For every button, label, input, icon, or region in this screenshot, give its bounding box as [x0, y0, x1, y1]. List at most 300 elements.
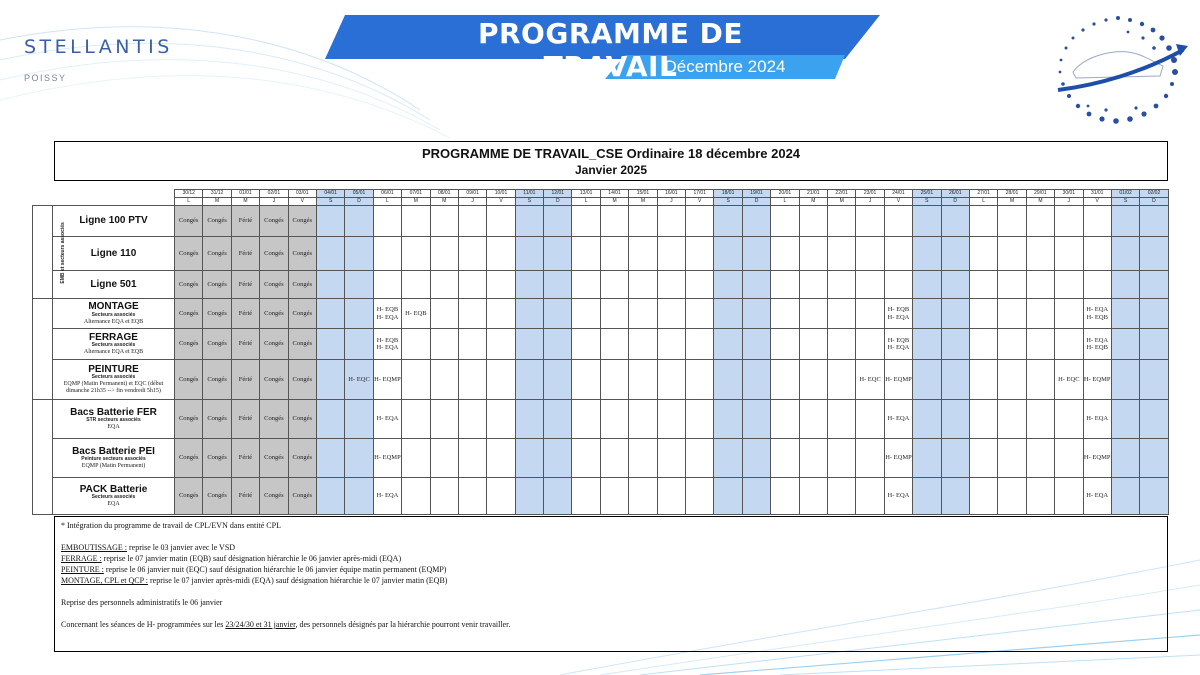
day-cell: H- EQMP [1083, 360, 1111, 400]
day-cell [345, 478, 373, 515]
date-header: 30/12 [175, 190, 203, 198]
day-cell [884, 271, 912, 299]
date-header: 11/01 [515, 190, 543, 198]
day-cell [771, 206, 799, 237]
day-header: L [572, 198, 600, 206]
day-cell [686, 299, 714, 329]
day-cell [686, 206, 714, 237]
day-cell [1140, 329, 1168, 360]
day-cell [856, 478, 884, 515]
day-cell: Congés [260, 329, 288, 360]
site-name: POISSY [24, 73, 67, 83]
day-cell: H- EQA [1083, 478, 1111, 515]
day-cell [572, 299, 600, 329]
day-cell: Férié [231, 299, 259, 329]
day-header: J [856, 198, 884, 206]
day-header: M [430, 198, 458, 206]
day-cell [827, 400, 855, 439]
day-header: L [969, 198, 997, 206]
car-emblem-icon [1048, 10, 1188, 130]
day-cell: Congés [175, 329, 203, 360]
day-cell [856, 206, 884, 237]
row-label [53, 237, 175, 271]
day-cell [913, 400, 941, 439]
day-header: M [231, 198, 259, 206]
day-header: J [657, 198, 685, 206]
day-cell [941, 271, 969, 299]
day-cell: Congés [203, 360, 231, 400]
day-cell [430, 360, 458, 400]
day-cell [629, 206, 657, 237]
date-header: 27/01 [969, 190, 997, 198]
day-cell [657, 206, 685, 237]
row-subtitle: Secteurs associés [91, 342, 136, 349]
day-cell [458, 360, 486, 400]
day-cell [1111, 400, 1139, 439]
day-cell [913, 329, 941, 360]
day-cell: Férié [231, 206, 259, 237]
day-cell: Férié [231, 237, 259, 271]
day-cell [600, 329, 628, 360]
note-text: reprise le 03 janvier avec le VSD [127, 543, 236, 552]
day-cell [1111, 206, 1139, 237]
day-cell [515, 400, 543, 439]
group-label: EMB et secteurs associés [59, 222, 66, 284]
day-cell [941, 478, 969, 515]
schedule-row [33, 329, 1169, 360]
row-name: Bacs Batterie PEI [72, 445, 155, 457]
note-montage [61, 575, 1161, 586]
schedule-grid [32, 189, 1168, 515]
row-name: PACK Batterie [79, 483, 148, 495]
day-cell [742, 478, 770, 515]
day-header: J [1055, 198, 1083, 206]
day-cell [458, 400, 486, 439]
date-header: 21/01 [799, 190, 827, 198]
day-cell [1140, 299, 1168, 329]
row-subtitle: Secteurs associés [91, 494, 136, 501]
day-cell [316, 271, 344, 299]
date-header: 08/01 [430, 190, 458, 198]
day-cell [686, 478, 714, 515]
date-header: 06/01 [373, 190, 401, 198]
day-cell: Congés [203, 329, 231, 360]
day-cell [856, 439, 884, 478]
note-label: EMBOUTISSAGE : [61, 543, 128, 552]
day-cell [941, 360, 969, 400]
day-cell [629, 360, 657, 400]
day-cell [487, 206, 515, 237]
row-label [53, 478, 175, 515]
day-header: D [345, 198, 373, 206]
day-cell [913, 478, 941, 515]
schedule-row [33, 206, 1169, 237]
day-cell [969, 206, 997, 237]
day-cell [799, 299, 827, 329]
day-cell [657, 329, 685, 360]
schedule-row [33, 478, 1169, 515]
day-cell [856, 271, 884, 299]
day-cell [1026, 271, 1054, 299]
note-peinture [61, 564, 1161, 575]
day-cell [742, 299, 770, 329]
day-header-row [33, 198, 1169, 206]
day-cell [998, 400, 1026, 439]
day-cell [1111, 237, 1139, 271]
day-cell: H- EQMP [373, 439, 401, 478]
day-cell: H- EQA [1083, 400, 1111, 439]
day-cell: H- EQB H- EQA [884, 329, 912, 360]
day-cell [487, 271, 515, 299]
row-subtitle: Secteurs associés [91, 374, 136, 381]
day-cell: Congés [288, 271, 316, 299]
day-cell [714, 360, 742, 400]
day-cell [544, 206, 572, 237]
day-cell [345, 329, 373, 360]
date-header: 01/02 [1111, 190, 1139, 198]
day-cell [742, 271, 770, 299]
day-cell [941, 439, 969, 478]
day-cell [515, 329, 543, 360]
day-cell [1111, 329, 1139, 360]
day-cell [458, 271, 486, 299]
day-cell: H- EQB H- EQA [884, 299, 912, 329]
day-cell [402, 439, 430, 478]
day-cell [373, 237, 401, 271]
day-cell [799, 237, 827, 271]
day-cell [771, 478, 799, 515]
day-cell: Férié [231, 400, 259, 439]
day-cell [827, 237, 855, 271]
day-cell: Congés [260, 237, 288, 271]
day-cell [600, 478, 628, 515]
date-header: 15/01 [629, 190, 657, 198]
day-cell [969, 478, 997, 515]
row-name: Ligne 501 [90, 278, 137, 290]
day-cell [458, 299, 486, 329]
day-cell [1026, 206, 1054, 237]
day-cell [458, 478, 486, 515]
day-cell: Congés [175, 478, 203, 515]
day-cell [827, 271, 855, 299]
day-cell [827, 206, 855, 237]
day-cell [515, 206, 543, 237]
date-header: 16/01 [657, 190, 685, 198]
day-cell [686, 237, 714, 271]
day-cell [316, 360, 344, 400]
day-cell [1111, 439, 1139, 478]
row-name: FERRAGE [89, 331, 138, 343]
day-cell [1055, 206, 1083, 237]
schedule-row [33, 237, 1169, 271]
day-header: S [515, 198, 543, 206]
day-cell [969, 329, 997, 360]
date-header: 31/12 [203, 190, 231, 198]
day-cell [430, 400, 458, 439]
day-cell [1111, 271, 1139, 299]
row-label [53, 271, 175, 299]
group-spacer-cell [33, 400, 53, 515]
day-cell [799, 329, 827, 360]
date-header: 04/01 [316, 190, 344, 198]
day-header: S [913, 198, 941, 206]
date-header: 02/01 [260, 190, 288, 198]
day-cell: H- EQB H- EQA [373, 299, 401, 329]
day-header: J [260, 198, 288, 206]
day-cell [345, 206, 373, 237]
day-cell [998, 206, 1026, 237]
date-header: 12/01 [544, 190, 572, 198]
day-cell [487, 400, 515, 439]
note-emboutissage [61, 542, 1161, 553]
day-cell [969, 237, 997, 271]
day-cell [1026, 478, 1054, 515]
day-cell [998, 271, 1026, 299]
day-cell [515, 271, 543, 299]
day-cell [345, 400, 373, 439]
group-spacer-cell [33, 299, 53, 400]
day-header: D [544, 198, 572, 206]
date-header: 25/01 [913, 190, 941, 198]
day-header: M [402, 198, 430, 206]
day-cell: Congés [288, 439, 316, 478]
day-header: M [203, 198, 231, 206]
day-cell: Congés [260, 478, 288, 515]
day-cell [657, 237, 685, 271]
day-cell [402, 478, 430, 515]
day-cell: Congés [288, 299, 316, 329]
day-header: L [373, 198, 401, 206]
day-cell: Congés [175, 400, 203, 439]
day-cell [657, 439, 685, 478]
schedule-row [33, 299, 1169, 329]
closing-pre: Concernant les séances de H- programmées sur les [61, 620, 226, 629]
day-cell [316, 206, 344, 237]
day-cell [1111, 478, 1139, 515]
day-cell: H- EQMP [373, 360, 401, 400]
day-cell [1140, 237, 1168, 271]
day-cell [629, 299, 657, 329]
day-cell [1026, 400, 1054, 439]
date-header: 19/01 [742, 190, 770, 198]
date-header: 24/01 [884, 190, 912, 198]
day-cell [686, 439, 714, 478]
day-cell [1026, 329, 1054, 360]
day-cell [458, 329, 486, 360]
day-header: S [714, 198, 742, 206]
day-cell [345, 237, 373, 271]
row-detail: Alternance EQA et EQB [83, 349, 144, 356]
day-header: J [458, 198, 486, 206]
row-detail: EQA [107, 501, 120, 508]
day-cell [827, 299, 855, 329]
row-label [53, 360, 175, 400]
day-cell: Congés [288, 360, 316, 400]
note-text: reprise le 07 janvier matin (EQB) sauf désignation hiérarchie le 06 janvier après-midi (EQA) [101, 554, 402, 563]
day-cell [884, 237, 912, 271]
day-cell [515, 237, 543, 271]
day-cell: H- EQC [345, 360, 373, 400]
day-cell [1055, 271, 1083, 299]
day-cell [487, 360, 515, 400]
day-cell: H- EQA [373, 400, 401, 439]
day-cell [913, 439, 941, 478]
day-cell [1140, 360, 1168, 400]
day-cell: Férié [231, 329, 259, 360]
day-cell [998, 478, 1026, 515]
day-cell [1140, 478, 1168, 515]
row-subtitle: Secteurs associés [91, 311, 136, 318]
day-cell [572, 478, 600, 515]
day-cell: Férié [231, 478, 259, 515]
day-cell [402, 360, 430, 400]
day-cell [600, 206, 628, 237]
day-cell [771, 329, 799, 360]
day-header: M [629, 198, 657, 206]
day-cell: Férié [231, 439, 259, 478]
day-cell [799, 478, 827, 515]
day-cell [1083, 271, 1111, 299]
day-header: M [1026, 198, 1054, 206]
day-cell: H- EQA [373, 478, 401, 515]
row-label [53, 439, 175, 478]
row-detail: Alternance EQA et EQB [83, 318, 144, 325]
day-cell [402, 400, 430, 439]
day-cell [771, 400, 799, 439]
day-cell [969, 360, 997, 400]
day-cell [657, 360, 685, 400]
day-cell: Congés [203, 206, 231, 237]
day-cell [515, 478, 543, 515]
day-header: M [998, 198, 1026, 206]
date-header: 23/01 [856, 190, 884, 198]
day-cell [969, 299, 997, 329]
day-cell [600, 299, 628, 329]
day-cell: Congés [260, 299, 288, 329]
day-header: D [941, 198, 969, 206]
day-cell [1026, 237, 1054, 271]
row-label [53, 299, 175, 329]
date-header: 02/02 [1140, 190, 1168, 198]
day-cell [629, 478, 657, 515]
row-name: Ligne 110 [90, 247, 137, 259]
day-cell: Congés [175, 237, 203, 271]
day-cell [771, 271, 799, 299]
day-header: M [827, 198, 855, 206]
closing-dates: 23/24/30 et 31 janvier [225, 620, 296, 629]
day-cell: H- EQMP [884, 439, 912, 478]
day-cell [714, 299, 742, 329]
schedule-row [33, 360, 1169, 400]
day-cell [742, 439, 770, 478]
day-cell: Congés [175, 271, 203, 299]
day-cell: H- EQMP [1083, 439, 1111, 478]
day-cell [1026, 360, 1054, 400]
day-cell [1026, 299, 1054, 329]
day-cell [629, 329, 657, 360]
day-cell [430, 299, 458, 329]
day-header: V [686, 198, 714, 206]
day-cell [487, 329, 515, 360]
day-cell: Congés [260, 206, 288, 237]
day-cell [600, 271, 628, 299]
day-cell: Congés [203, 237, 231, 271]
note-closing [61, 619, 1161, 630]
day-cell [1055, 237, 1083, 271]
day-cell: Congés [260, 400, 288, 439]
day-cell [856, 400, 884, 439]
day-cell [316, 478, 344, 515]
day-cell [714, 271, 742, 299]
day-cell [913, 360, 941, 400]
row-detail: EQA [107, 424, 120, 431]
row-label [53, 329, 175, 360]
row-label [53, 206, 175, 237]
day-cell [969, 271, 997, 299]
day-cell [600, 400, 628, 439]
day-cell [913, 237, 941, 271]
day-cell [572, 400, 600, 439]
day-cell [657, 400, 685, 439]
day-cell [686, 271, 714, 299]
day-cell [316, 400, 344, 439]
day-header: S [1111, 198, 1139, 206]
day-cell: Congés [175, 299, 203, 329]
day-cell [913, 271, 941, 299]
day-cell: Congés [175, 206, 203, 237]
day-cell [714, 329, 742, 360]
day-cell [799, 400, 827, 439]
day-cell [1055, 400, 1083, 439]
closing-post: , des personnels désignés par la hiérarchie pourront venir travailler. [295, 620, 511, 629]
date-header: 17/01 [686, 190, 714, 198]
day-cell [799, 271, 827, 299]
day-cell [657, 478, 685, 515]
day-cell [1111, 299, 1139, 329]
date-header: 22/01 [827, 190, 855, 198]
day-cell [402, 271, 430, 299]
day-cell: H- EQC [856, 360, 884, 400]
day-cell [913, 299, 941, 329]
day-cell [345, 299, 373, 329]
day-cell [969, 439, 997, 478]
day-cell: Congés [203, 299, 231, 329]
date-header: 18/01 [714, 190, 742, 198]
banner-subtitle: Décembre 2024 [664, 57, 786, 76]
row-label [53, 400, 175, 439]
day-cell [487, 439, 515, 478]
day-header: V [288, 198, 316, 206]
day-cell [487, 478, 515, 515]
day-cell [430, 206, 458, 237]
day-cell [316, 439, 344, 478]
day-cell [1111, 360, 1139, 400]
day-cell [714, 237, 742, 271]
day-cell [572, 329, 600, 360]
day-cell [998, 439, 1026, 478]
day-cell [629, 400, 657, 439]
day-cell: H- EQA H- EQB [1083, 299, 1111, 329]
schedule-row [33, 271, 1169, 299]
day-header: M [799, 198, 827, 206]
day-cell [544, 360, 572, 400]
date-header: 13/01 [572, 190, 600, 198]
day-cell [1026, 439, 1054, 478]
day-cell [572, 360, 600, 400]
day-cell [544, 271, 572, 299]
day-cell: Congés [288, 329, 316, 360]
day-cell [316, 329, 344, 360]
